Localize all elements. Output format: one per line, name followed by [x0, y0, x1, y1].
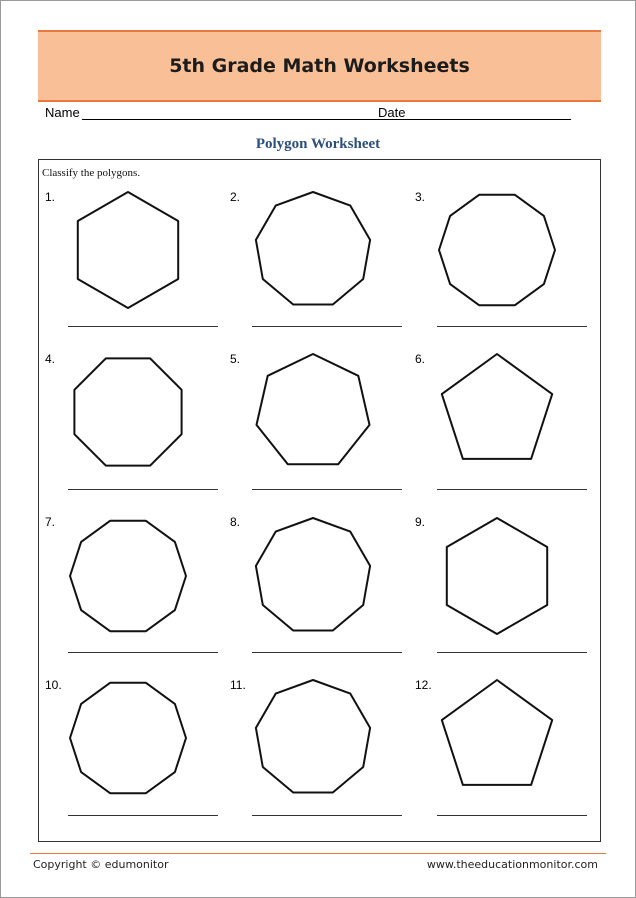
decagon-icon: [439, 195, 555, 305]
problem-number: 10.: [45, 678, 62, 692]
footer-divider: [30, 853, 606, 854]
problem-number: 12.: [415, 678, 432, 692]
problem-number: 2.: [230, 190, 241, 204]
decagon-icon: [70, 521, 186, 631]
problem-number: 7.: [45, 515, 56, 529]
decagon-icon: [70, 683, 186, 793]
problem-number: 4.: [45, 352, 56, 366]
problem-number: 3.: [415, 190, 426, 204]
problem-number: 11.: [230, 678, 246, 692]
problem-number: 1.: [45, 190, 56, 204]
date-label: Date: [378, 105, 406, 120]
octagon-icon: [74, 358, 181, 465]
problem-number: 9.: [415, 515, 426, 529]
pentagon-icon: [442, 680, 552, 785]
website-link[interactable]: www.theeducationmonitor.com: [426, 858, 598, 871]
nonagon-icon: [256, 680, 370, 793]
problem-number: 8.: [230, 515, 241, 529]
problem-number: 5.: [230, 352, 241, 366]
copyright-text: Copyright © edumonitor: [33, 858, 169, 871]
hexagon-icon: [447, 518, 547, 634]
problem-number: 6.: [415, 352, 426, 366]
pentagon-icon: [442, 354, 552, 459]
nonagon-icon: [256, 518, 370, 631]
nonagon-icon: [256, 192, 370, 305]
heptagon-icon: [257, 354, 370, 464]
page-title: 5th Grade Math Worksheets: [169, 55, 470, 77]
worksheet-subtitle: Polygon Worksheet: [255, 136, 381, 152]
name-label: Name: [45, 105, 80, 120]
hexagon-icon: [78, 192, 178, 308]
instructions: Classify the polygons.: [42, 167, 141, 179]
